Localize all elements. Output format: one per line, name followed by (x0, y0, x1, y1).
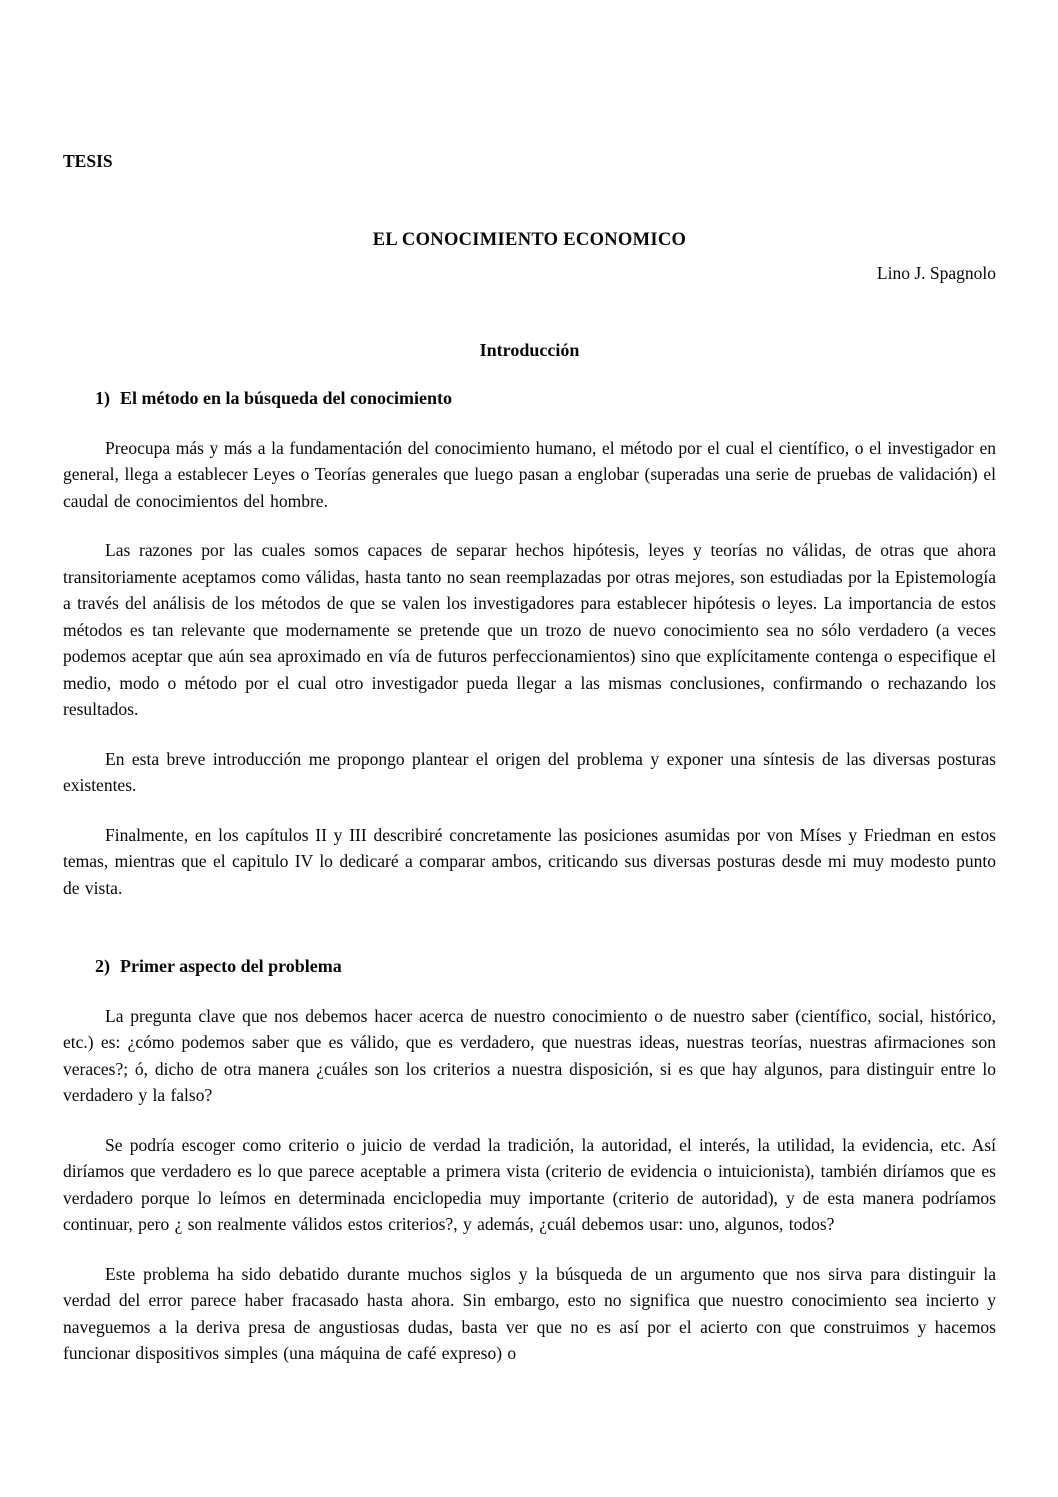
section-2-heading (63, 953, 996, 980)
paragraph: En esta breve introducción me propongo plantear el origen del problema y exponer una síntesis de las diversas posturas existentes. (63, 748, 996, 795)
paragraph: Finalmente, en los capítulos II y III describiré concretamente las posiciones asumidas por von Míses y Friedman en estos temas, mientras que el capitulo IV lo dedicaré a comparar ambos, criticando sus diversas posturas desde mi muy modesto punto de vista. (63, 824, 996, 898)
paragraph: Preocupa más y más a la fundamentación del conocimiento humano, el método por el cual el científico, o el investigador en general, llega a establecer Leyes o Teorías generales que luego pasan a englobar (superadas una serie de pruebas de validación) el caudal de conocimientos del hombre. (63, 437, 996, 511)
section-1-heading-text: El método en la búsqueda del conocimiento (120, 388, 453, 408)
paragraph: Se podría escoger como criterio o juicio de verdad la tradición, la autoridad, el interés, la utilidad, la evidencia, etc. Así diríamos que verdadero es lo que parece aceptable a primera vista (criterio de evidencia o intuicionista), también diríamos que es verdadero porque lo leímos en determinada enciclopedia muy importante (criterio de autoridad), y de esta manera podríamos continuar, pero ¿ son realmente válidos estos criterios?, y además, ¿cuál debemos usar: uno, algunos, todos? (63, 1134, 996, 1234)
paragraph: Las razones por las cuales somos capaces de separar hechos hipótesis, leyes y teorías no válidas, de otras que ahora transitoriamente aceptamos como válidas, hasta tanto no sean reemplazadas por otras mejores, son estudiadas por la Epistemología a través del análisis de los métodos de que se valen los investigadores para establecer hipótesis o leyes. La importancia de estos métodos es tan relevante que modernamente se pretende que un trozo de nuevo conocimiento sea no sólo verdadero (a veces podemos aceptar que aún sea aproximado en vía de futuros perfeccionamientos) sino que explícitamente contenga o especifique el medio, modo o método por el cual otro investigador pueda llegar a las mismas conclusiones, confirmando o rechazando los resultados. (63, 540, 996, 719)
paragraph: Este problema ha sido debatido durante muchos siglos y la búsqueda de un argumento que nos sirva para distinguir la verdad del error parece haber fracasado hasta ahora. Sin embargo, esto no significa que nuestro conocimiento sea incierto y naveguemos a la deriva presa de angustiosas dudas, basta ver que no es así por el acierto con que construimos y hacemos funcionar dispositivos simples (una máquina de café expreso) o (63, 1263, 996, 1363)
section-1-heading (63, 385, 996, 412)
document-title: EL CONOCIMIENTO ECONOMICO (372, 229, 687, 250)
section-2-number: 2) (95, 956, 110, 976)
section-2-heading-text: Primer aspecto del problema (120, 956, 342, 976)
document-author: Lino J. Spagnolo (876, 263, 996, 283)
introduction-heading: Introducción (479, 339, 580, 360)
document-type-label: TESIS (63, 151, 113, 171)
paragraph: La pregunta clave que nos debemos hacer acerca de nuestro conocimiento o de nuestro saber (científico, social, histórico, etc.) es: ¿cómo podemos saber que es válido, que es verdadero, que nuestras ideas, nuestras teorías, nuestras afirmaciones son veraces?; ó, dicho de otra manera ¿cuáles son los criterios a nuestra disposición, si es que hay algunos, para distinguir entre lo verdadero y la falso? (63, 1005, 996, 1105)
section-1-number: 1) (95, 388, 110, 408)
